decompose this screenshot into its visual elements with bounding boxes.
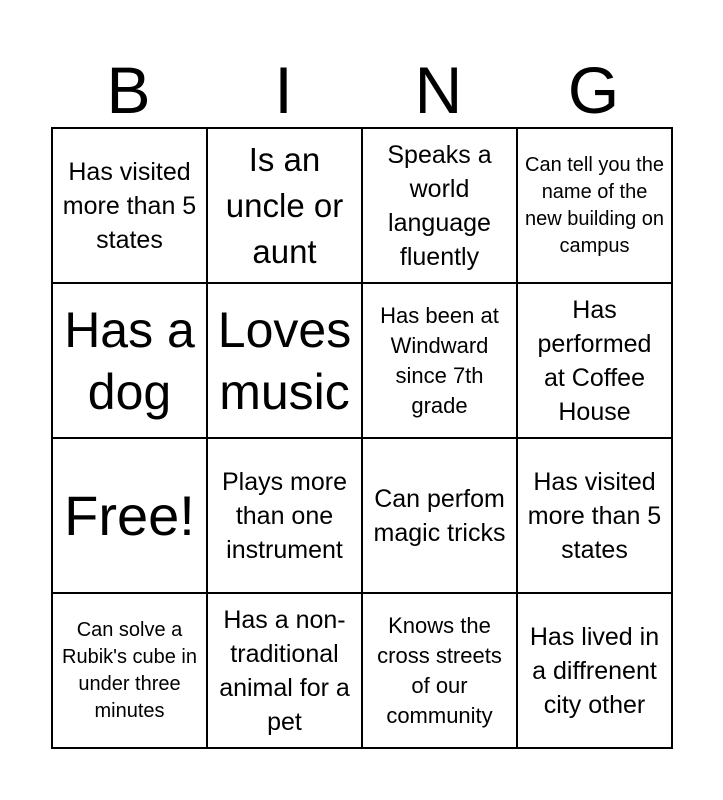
cell-text: Has been at Windward since 7th grade — [380, 302, 499, 418]
bingo-cell[interactable] — [363, 284, 518, 439]
cell-text: Speaks a world language fluently — [387, 140, 492, 271]
bingo-cell[interactable] — [53, 129, 208, 284]
bingo-cell[interactable] — [53, 594, 208, 749]
bingo-header — [51, 52, 671, 128]
header-letter-b: B — [106, 53, 151, 127]
bingo-cell-free[interactable] — [53, 439, 208, 594]
bingo-cell[interactable] — [208, 129, 363, 284]
bingo-cell[interactable] — [363, 594, 518, 749]
cell-text: Can perfom magic tricks — [373, 484, 506, 547]
cell-text: Has performed at Coffee House — [537, 295, 652, 426]
header-letter-g: G — [567, 53, 620, 127]
bingo-cell[interactable] — [518, 129, 673, 284]
bingo-cell[interactable] — [208, 284, 363, 439]
bingo-cell[interactable] — [518, 594, 673, 749]
cell-text: Knows the cross streets of our community — [377, 612, 502, 728]
cell-text: Has a dog — [64, 301, 195, 420]
cell-text: Free! — [64, 483, 195, 547]
bingo-cell[interactable] — [363, 439, 518, 594]
bingo-cell[interactable] — [518, 439, 673, 594]
bingo-cell[interactable] — [53, 284, 208, 439]
cell-text: Has visited more than 5 states — [62, 157, 197, 254]
cell-text: Is an uncle or aunt — [225, 140, 344, 270]
cell-text: Has a non-traditional animal for a pet — [219, 605, 350, 736]
cell-text: Has lived in a diffrenent city other — [529, 622, 660, 719]
bingo-cell[interactable] — [208, 439, 363, 594]
header-letter-n: N — [414, 53, 463, 127]
cell-text: Loves music — [217, 301, 352, 420]
bingo-cell[interactable] — [208, 594, 363, 749]
cell-text: Can solve a Rubik's cube in under three minutes — [62, 618, 197, 722]
bingo-cell[interactable] — [518, 284, 673, 439]
header-letter-i: I — [274, 53, 293, 127]
cell-text: Plays more than one instrument — [221, 467, 348, 564]
bingo-cell[interactable] — [363, 129, 518, 284]
bingo-board — [51, 127, 673, 749]
cell-text: Can tell you the name of the new building on campus — [525, 153, 664, 257]
cell-text: Has visited more than 5 states — [527, 467, 662, 564]
